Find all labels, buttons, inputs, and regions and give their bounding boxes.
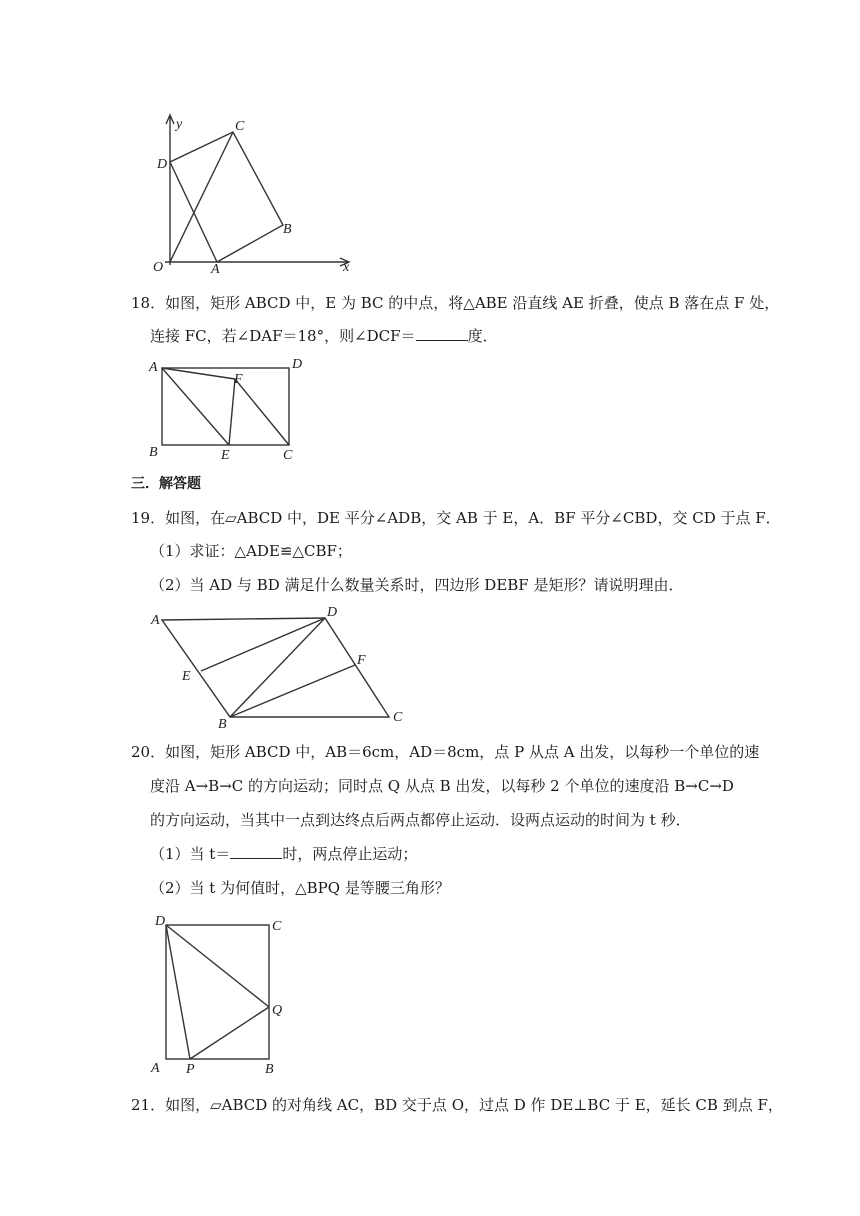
label-d: D bbox=[292, 357, 303, 372]
q20-stem-line3: 的方向运动，当其中一点到达终点后两点都停止运动．设两点运动的时间为 t 秒． bbox=[150, 811, 691, 829]
label-c: C bbox=[272, 919, 282, 934]
q18-stem-line2 bbox=[150, 326, 498, 346]
q18-line2-text: 连接 FC，若∠DAF＝18°，则∠DCF＝ bbox=[150, 327, 416, 345]
label-f: F bbox=[357, 653, 366, 668]
segment-dq bbox=[166, 925, 269, 1007]
q19-part2: （2）当 AD 与 BD 满足什么数量关系时，四边形 DEBF 是矩形？请说明理由． bbox=[150, 576, 684, 594]
label-o: O bbox=[153, 260, 164, 275]
label-a: A bbox=[151, 613, 160, 628]
label-e: E bbox=[221, 448, 230, 463]
label-b: B bbox=[283, 222, 292, 237]
label-c: C bbox=[393, 710, 403, 725]
label-b: B bbox=[218, 717, 227, 732]
label-d: D bbox=[327, 605, 338, 620]
q19-stem: 19．如图，在▱ABCD 中，DE 平分∠ADB，交 AB 于 E，A．BF 平分∠CBD，交 CD 于点 F． bbox=[131, 509, 781, 527]
segment-dp bbox=[166, 925, 190, 1059]
segment-bf bbox=[230, 665, 355, 717]
segment-de bbox=[201, 618, 325, 671]
label-x: x bbox=[343, 260, 350, 275]
q20-part2: （2）当 t 为何值时，△BPQ 是等腰三角形？ bbox=[150, 879, 450, 897]
segment-pq bbox=[190, 1007, 269, 1059]
label-y: y bbox=[176, 117, 183, 132]
parallelogram-abcd bbox=[162, 618, 389, 717]
label-c: C bbox=[235, 119, 245, 134]
q19-part1: （1）求证：△ADE≌△CBF； bbox=[150, 542, 352, 560]
label-c: C bbox=[283, 448, 293, 463]
segment-bd bbox=[230, 618, 325, 717]
answer-blank[interactable] bbox=[416, 326, 468, 341]
q21-stem: 21．如图，▱ABCD 的对角线 AC，BD 交于点 O，过点 D 作 DE⊥BC 于 E，延长 CB 到点 F， bbox=[131, 1096, 783, 1114]
section-title: 三．解答题 bbox=[131, 476, 201, 492]
q20-part1-text: （1）当 t＝ bbox=[150, 845, 231, 863]
q20-part1-suffix: 时，两点停止运动； bbox=[282, 845, 418, 863]
q20-stem-line1: 20．如图，矩形 ABCD 中，AB＝6cm，AD＝8cm，点 P 从点 A 出发，以每秒一个单位的速 bbox=[131, 743, 760, 761]
label-a: A bbox=[211, 262, 220, 277]
answer-blank[interactable] bbox=[230, 844, 282, 859]
label-d: D bbox=[155, 914, 166, 929]
figure-q19-parallelogram bbox=[148, 600, 418, 730]
q18-line2-suffix: 度． bbox=[467, 327, 498, 345]
figure-q18-rectangle bbox=[145, 355, 315, 465]
segment-fc bbox=[235, 379, 289, 445]
q18-stem-line1: 18．如图，矩形 ABCD 中，E 为 BC 的中点，将△ABE 沿直线 AE 折叠，使点 B 落在点 F 处， bbox=[131, 294, 780, 312]
label-f: F bbox=[234, 372, 243, 387]
q20-part1 bbox=[150, 844, 417, 864]
q20-stem-line2: 度沿 A→B→C 的方向运动；同时点 Q 从点 B 出发，以每秒 2 个单位的速度沿 B→C→D bbox=[150, 777, 734, 795]
segment-af bbox=[162, 368, 235, 379]
rectangle-abcd bbox=[162, 368, 289, 445]
label-b: B bbox=[149, 445, 158, 460]
label-a: A bbox=[151, 1061, 160, 1076]
rectangle-abcd bbox=[170, 132, 283, 262]
label-e: E bbox=[182, 669, 191, 684]
label-d: D bbox=[157, 157, 168, 172]
segment-ae bbox=[162, 368, 229, 445]
figure-q17-coordinate bbox=[145, 110, 365, 280]
segment-oc bbox=[170, 132, 233, 262]
figure-q20-rectangle bbox=[145, 908, 305, 1078]
label-a: A bbox=[149, 360, 158, 375]
rectangle-abcd bbox=[166, 925, 269, 1059]
segment-fe bbox=[229, 379, 235, 445]
label-b: B bbox=[265, 1062, 274, 1077]
label-q: Q bbox=[272, 1003, 283, 1018]
label-p: P bbox=[186, 1062, 195, 1077]
